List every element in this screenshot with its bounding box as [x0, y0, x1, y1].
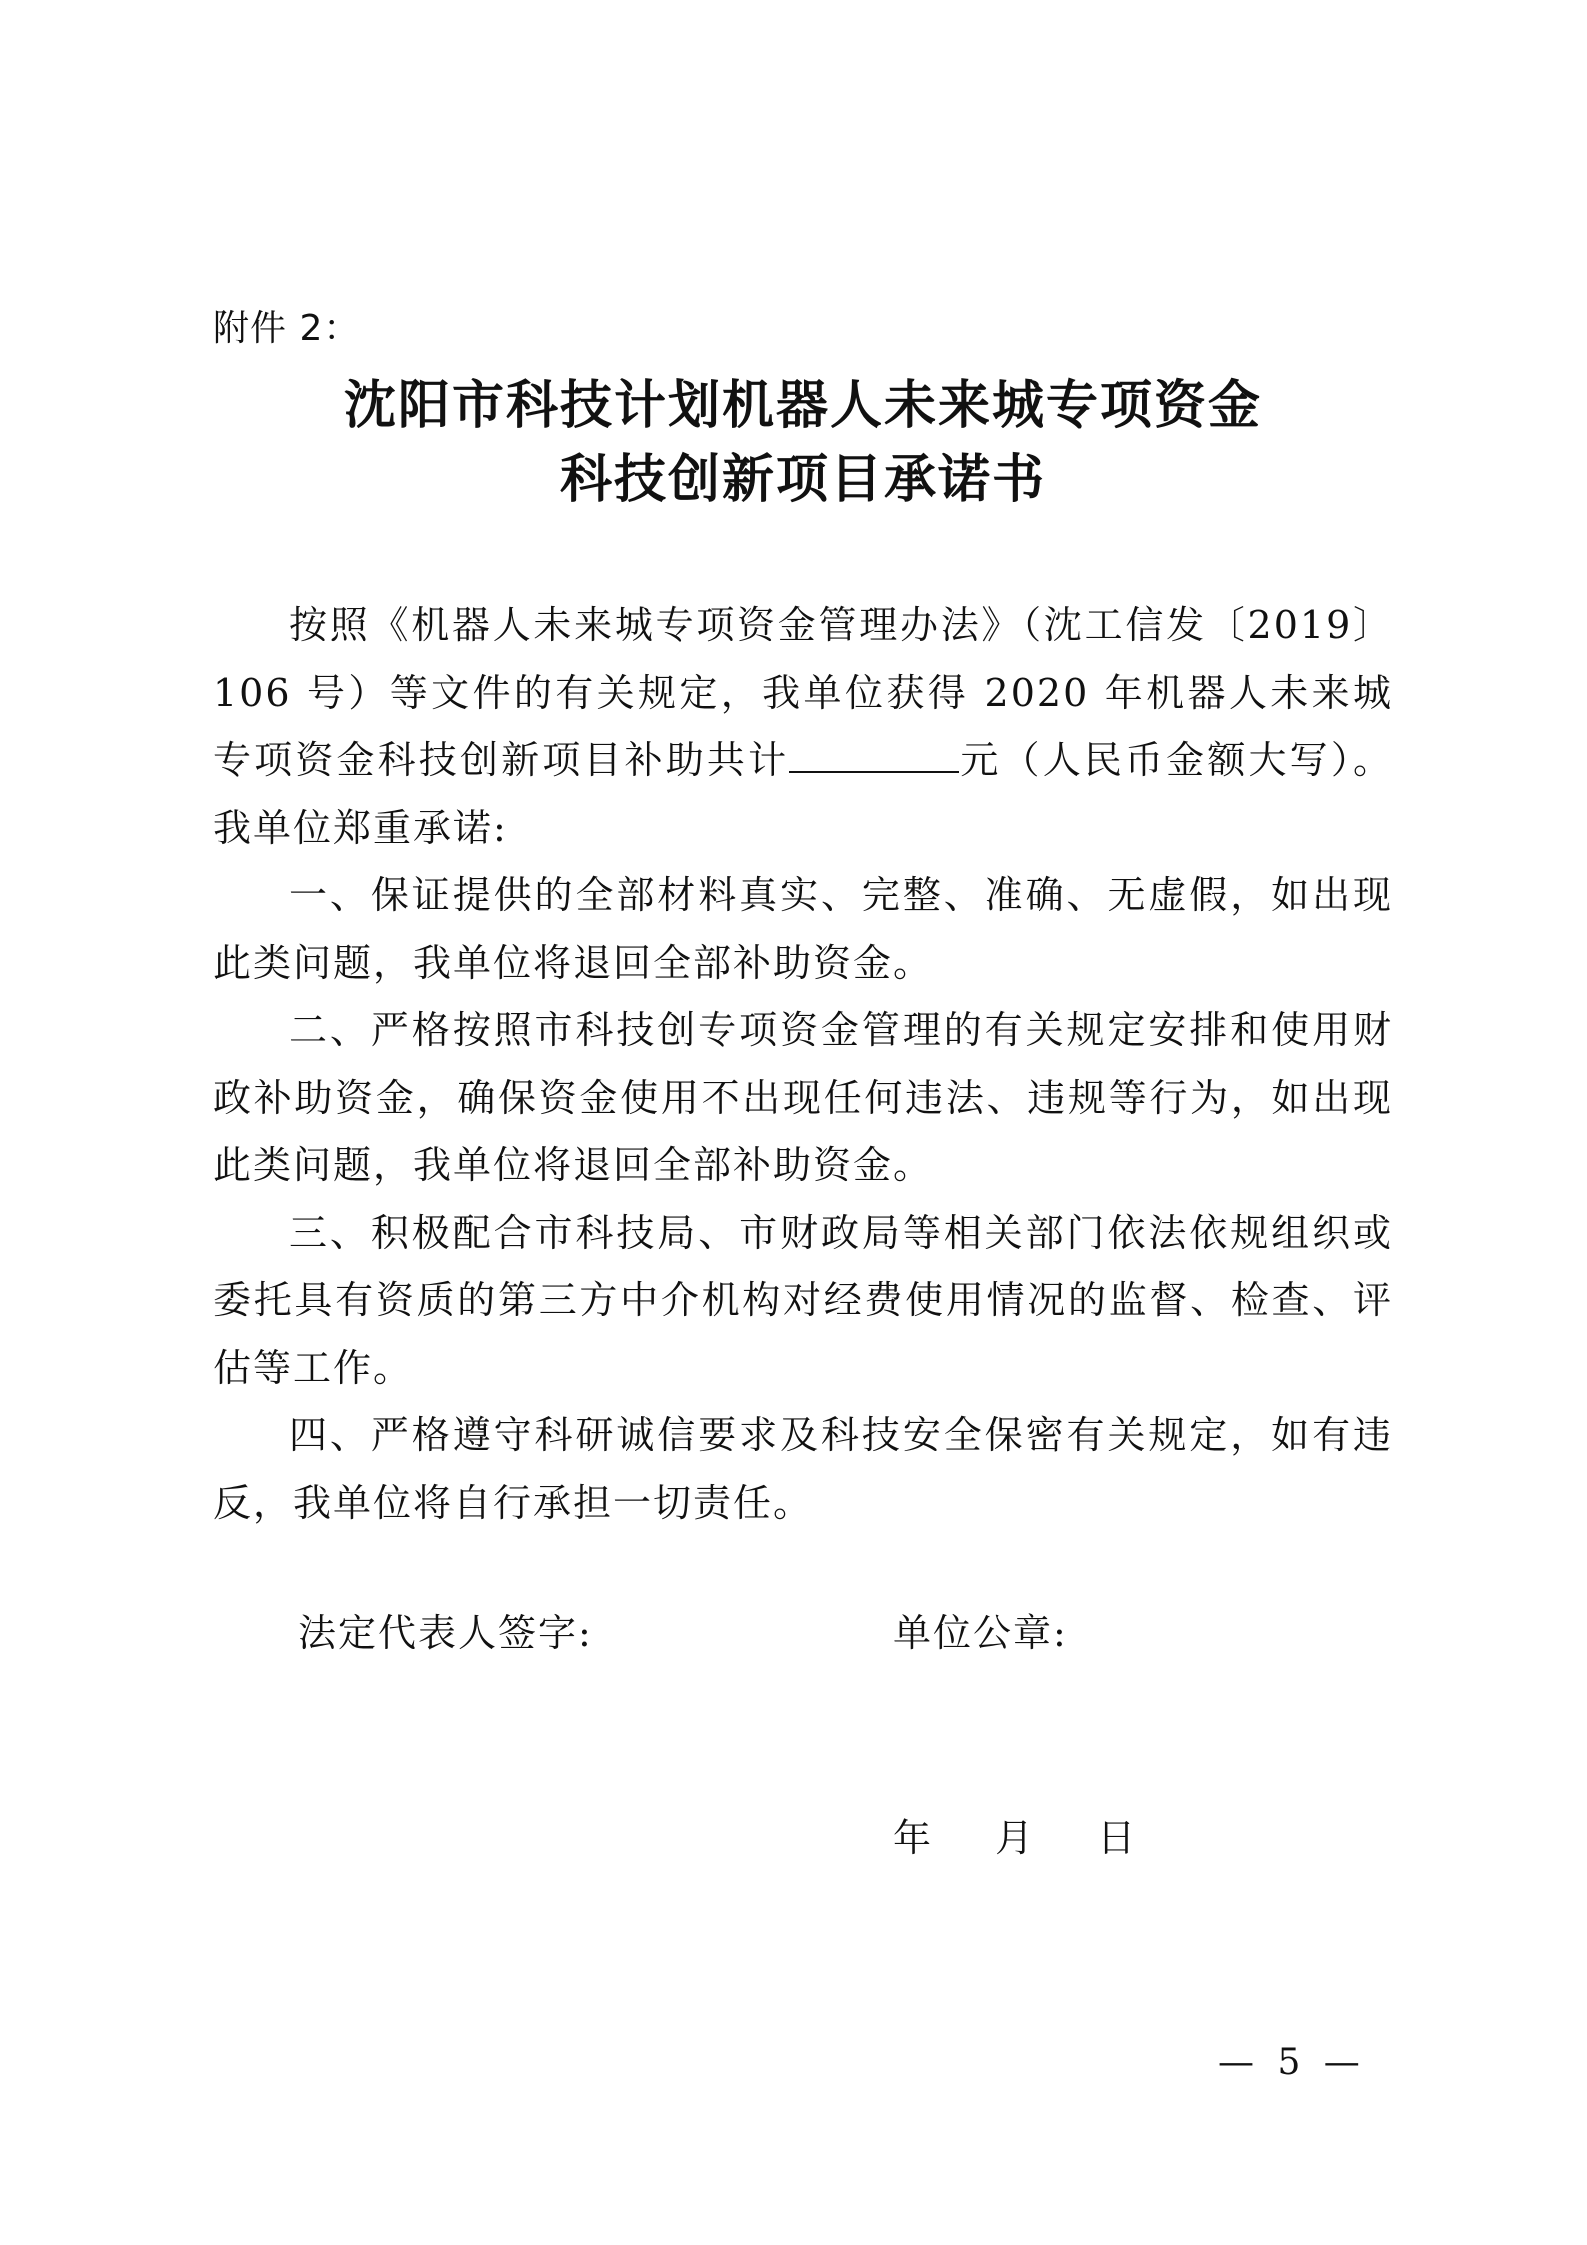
date-line: [893, 1810, 1135, 1866]
date-day-label: 日: [1097, 1816, 1136, 1860]
document-title-line-2: 科技创新项目承诺书: [559, 449, 1046, 510]
promise-paragraph-2: 二、严格按照市科技创专项资金管理的有关规定安排和使用财政补助资金，确保资金使用不出现任何违法、违规等行为，如出现此类问题，我单位将退回全部补助资金。: [213, 1008, 1393, 1187]
amount-blank-line[interactable]: [789, 727, 959, 773]
intro-paragraph: [213, 592, 1393, 862]
document-title-line-1: 沈阳市科技计划机器人未来城专项资金: [343, 375, 1262, 436]
document-body: [213, 592, 1393, 1537]
date-year-label: 年: [893, 1816, 932, 1860]
intro-text-before-blank: 按照《机器人未来城专项资金管理办法》（沈工信发〔2019〕106 号）等文件的有关规定，我单位获得 2020 年机器人未来城专项资金科技创新项目补助共计: [213, 603, 1393, 782]
intro-text-after-blank: 元（人民币金额大写）。我单位郑重承诺:: [213, 738, 1393, 850]
legal-representative-signature-label: 法定代表人签字:: [298, 1611, 593, 1655]
promise-paragraph-1: 一、保证提供的全部材料真实、完整、准确、无虚假，如出现此类问题，我单位将退回全部补助资金。: [213, 873, 1393, 985]
unit-seal-label: 单位公章:: [893, 1611, 1068, 1655]
page-number: — 5 —: [1218, 2042, 1366, 2083]
attachment-label: 附件 2：: [213, 308, 361, 349]
date-month-label: 月: [995, 1816, 1034, 1860]
promise-paragraph-4: 四、严格遵守科研诚信要求及科技安全保密有关规定，如有违反，我单位将自行承担一切责任。: [213, 1413, 1393, 1525]
promise-paragraph-3: 三、积极配合市科技局、市财政局等相关部门依法依规组织或委托具有资质的第三方中介机构对经费使用情况的监督、检查、评估等工作。: [213, 1210, 1393, 1390]
